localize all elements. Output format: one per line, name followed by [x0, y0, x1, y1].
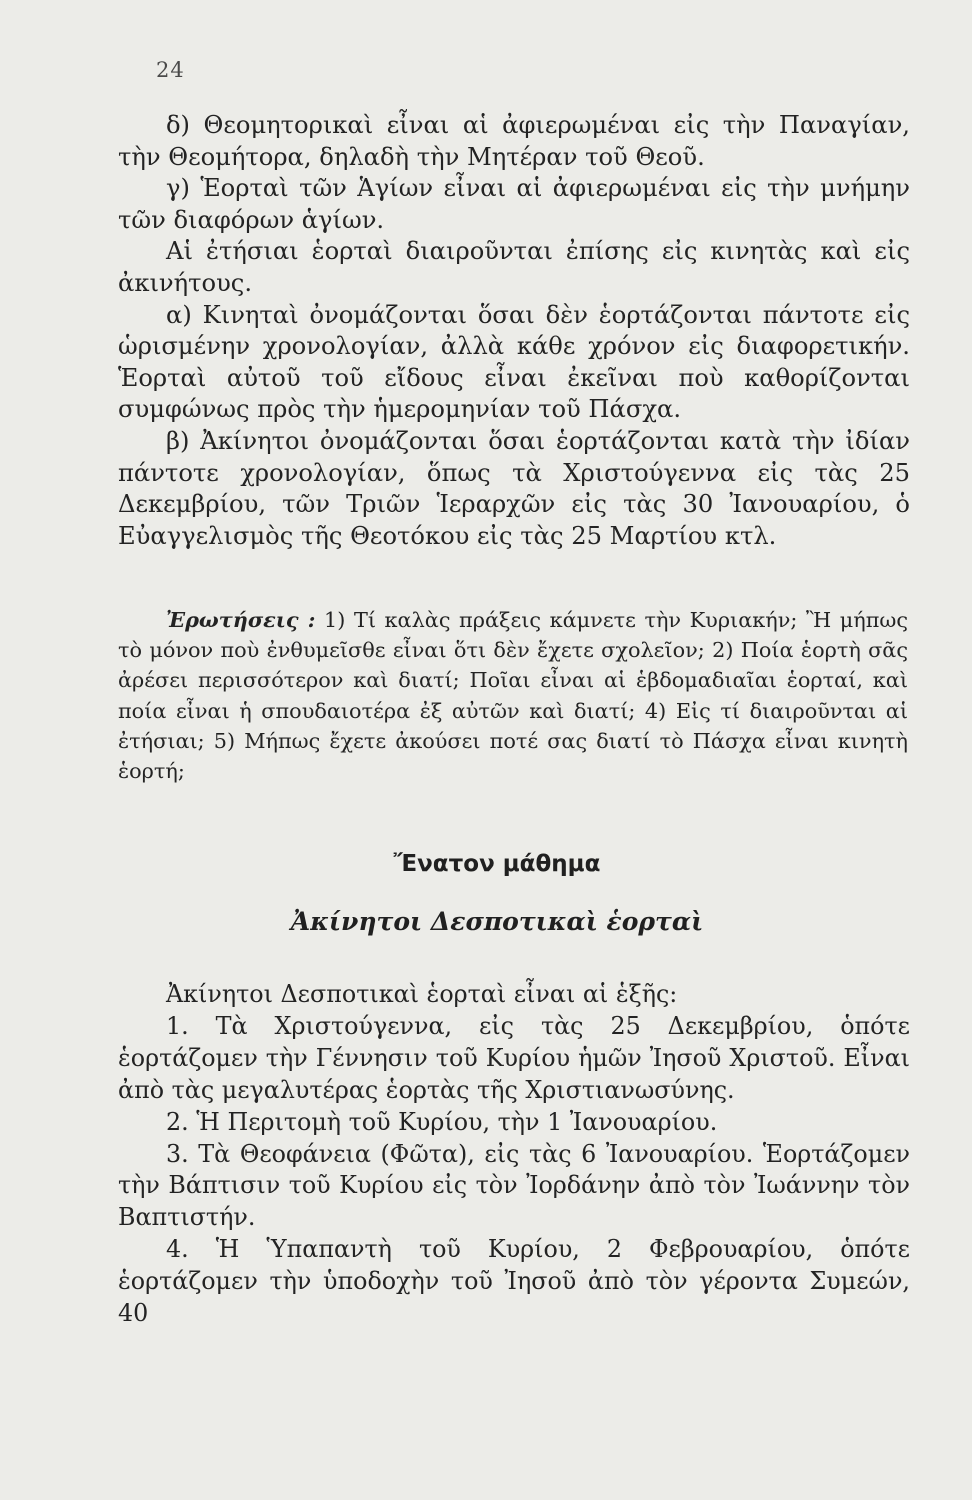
paragraph-theometorikai: δ) Θεομητορικαὶ εἶναι αἱ ἀφιερωμέναι εἰς τὴν Παναγίαν, τὴν Θεομήτορα, δηλαδὴ τὴν Μητέραν τοῦ Θεοῦ. — [118, 111, 910, 171]
list-item-circumcision: 2. Ἡ Περιτομὴ τοῦ Κυρίου, τὴν 1 Ἰανουαρίου. — [166, 1107, 718, 1136]
questions-paragraph — [118, 605, 908, 786]
page-number: 24 — [156, 58, 185, 82]
list-item-christmas: 1. Τὰ Χριστούγεννα, εἰς τὰς 25 Δεκεμβρίου, ὁπότε ἑορτάζομεν τὴν Γέννησιν τοῦ Κυρίου ἡμῶν Ἰησοῦ Χριστοῦ. Εἶναι ἀπὸ τὰς μεγαλυτέρας ἑορτὰς τῆς Χριστιανωσύνης. — [118, 1011, 910, 1104]
paragraph-saints-feasts: γ) Ἑορταὶ τῶν Ἁγίων εἶναι αἱ ἀφιερωμέναι εἰς τὴν μνήμην τῶν διαφόρων ἁγίων. — [118, 174, 910, 234]
paragraph-movable-feasts: α) Κινηταὶ ὀνομάζονται ὅσαι δὲν ἑορτάζονται πάντοτε εἰς ὡρισμένην χρονολογίαν, ἀλλὰ κάθε χρόνον εἰς διαφορετικήν. Ἑορταὶ αὐτοῦ τοῦ εἴδους εἶναι ἐκεῖναι ποὺ καθορίζονται συμφώνως πρὸς τὴν ἡμερομηνίαν τοῦ Πάσχα. — [118, 300, 910, 424]
list-item-presentation: 4. Ἡ Ὑπαπαντὴ τοῦ Κυρίου, 2 Φεβρουαρίου, ὁπότε ἑορτάζομεν τὴν ὑποδοχὴν τοῦ Ἰησοῦ ἀπὸ τὸν γέροντα Συμεών, 40 — [118, 1235, 910, 1328]
paragraph-list-intro: Ἀκίνητοι Δεσποτικαὶ ἑορταὶ εἶναι αἱ ἑξῆς: — [166, 980, 678, 1008]
paragraph-immovable-feasts: β) Ἀκίνητοι ὀνομάζονται ὅσαι ἑορτάζονται κατὰ τὴν ἰδίαν πάντοτε χρονολογίαν, ὅπως τὰ Χριστούγεννα εἰς τὰς 25 Δεκεμβρίου, τῶν Τριῶν Ἱεραρχῶν εἰς τὰς 30 Ἰανουαρίου, ὁ Εὐαγγελισμὸς τῆς Θεοτόκου εἰς τὰς 25 Μαρτίου κτλ. — [118, 426, 910, 550]
questions-text: 1) Τί καλὰς πράξεις κάμνετε τὴν Κυριακήν; Ἢ μήπως τὸ μόνον ποὺ ἐνθυμεῖσθε εἶναι ὅτι δὲν ἔχετε σχολεῖον; 2) Ποία ἑορτὴ σᾶς ἀρέσει περισσότερον καὶ διατί; Ποῖαι εἶναι αἱ ἑβδομαδιαῖαι ἑορταί, καὶ ποία εἶναι ἡ σπουδαιοτέρα ἐξ αὐτῶν καὶ διατί; 4) Εἰς τί διαιροῦνται αἱ ἐτήσιαι; 5) Μήπως ἔχετε ἀκούσει ποτέ σας διατί τὸ Πάσχα εἶναι κινητὴ ἑορτή; — [118, 608, 908, 784]
questions-block — [118, 605, 908, 786]
upper-body-text — [118, 110, 910, 552]
lower-body-text — [118, 979, 910, 1330]
list-item-theophany: 3. Τὰ Θεοφάνεια (Φῶτα), εἰς τὰς 6 Ἰανουαρίου. Ἑορτάζομεν τὴν Βάπτισιν τοῦ Κυρίου εἰς τὸν Ἰορδάνην ἀπὸ τὸν Ἰωάννην τὸν Βαπτιστήν. — [118, 1139, 910, 1232]
lesson-heading: Ἔνατον μάθημα — [393, 851, 601, 877]
paragraph-annual-feasts: Αἱ ἐτήσιαι ἑορταὶ διαιροῦνται ἐπίσης εἰς κινητὰς καὶ εἰς ἀκινήτους. — [118, 237, 910, 297]
section-heading: Ἀκίνητοι Δεσποτικαὶ ἑορταὶ — [290, 907, 704, 936]
questions-label: Ἐρωτήσεις : — [166, 607, 316, 632]
